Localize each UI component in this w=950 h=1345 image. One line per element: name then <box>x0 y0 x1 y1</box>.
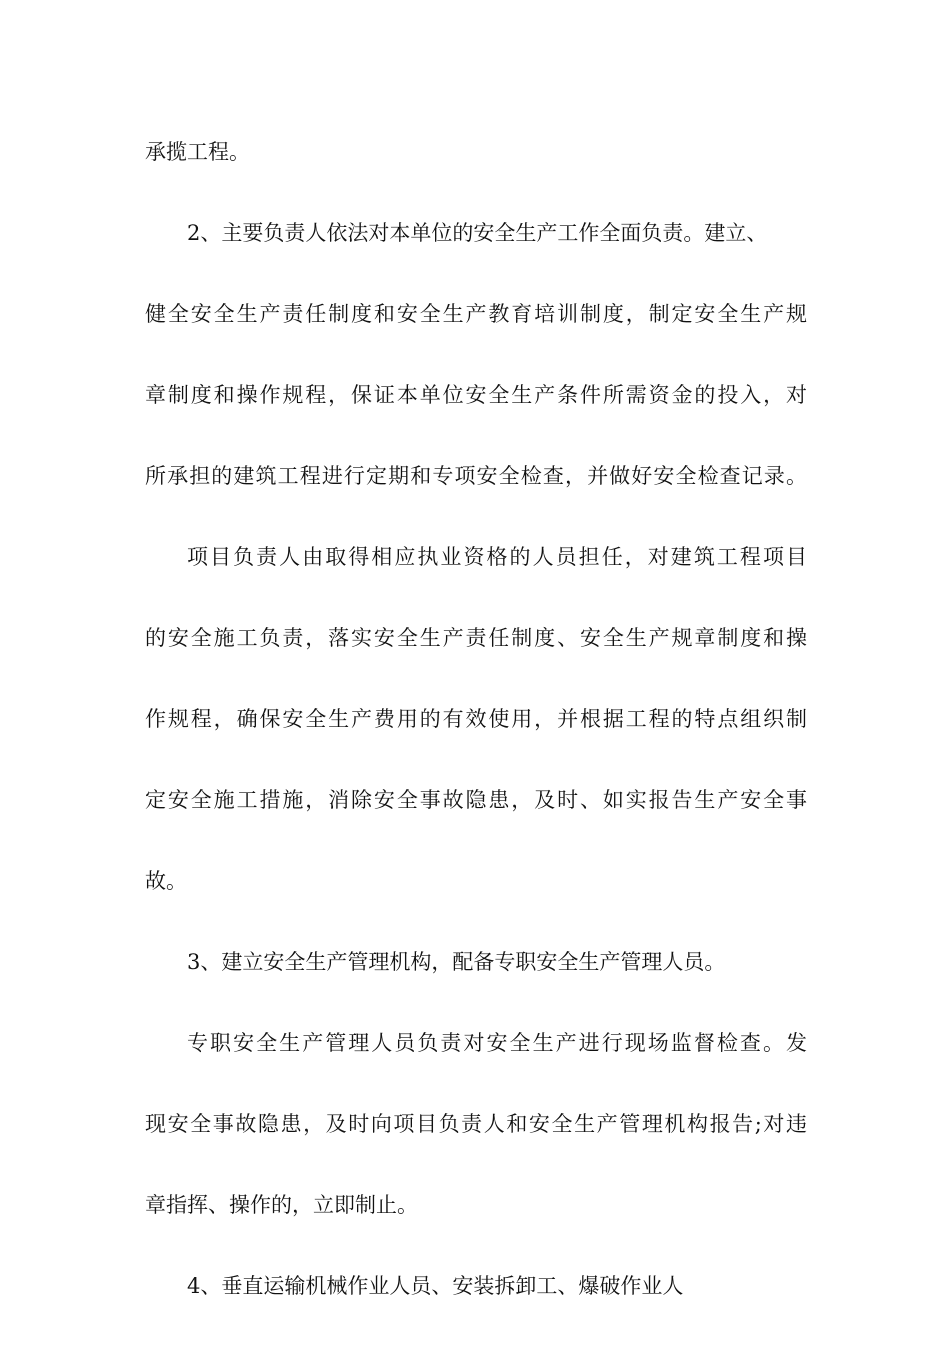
paragraph-line: 2、主要负责人依法对本单位的安全生产工作全面负责。建立、 <box>187 221 768 245</box>
paragraph-line: 承揽工程。 <box>145 140 250 164</box>
paragraph-line: 项目负责人由取得相应执业资格的人员担任，对建筑工程项目 <box>187 545 807 569</box>
paragraph-line: 健全安全生产责任制度和安全生产教育培训制度，制定安全生产规 <box>145 302 807 326</box>
paragraph-line: 所承担的建筑工程进行定期和专项安全检查，并做好安全检查记录。 <box>145 464 807 488</box>
paragraph-line: 专职安全生产管理人员负责对安全生产进行现场监督检查。发 <box>187 1031 807 1055</box>
paragraph-line: 定安全施工措施，消除安全事故隐患，及时、如实报告生产安全事 <box>145 788 807 812</box>
paragraph-line: 章指挥、操作的，立即制止。 <box>145 1193 418 1217</box>
paragraph-line: 3、建立安全生产管理机构，配备专职安全生产管理人员。 <box>187 950 726 974</box>
body-text <box>145 130 807 1345</box>
paragraph-line: 4、垂直运输机械作业人员、安装拆卸工、爆破作业人 <box>187 1274 684 1298</box>
paragraph-line: 现安全事故隐患，及时向项目负责人和安全生产管理机构报告;对违 <box>145 1112 807 1136</box>
paragraph-line: 作规程，确保安全生产费用的有效使用，并根据工程的特点组织制 <box>145 707 807 731</box>
paragraph-line: 的安全施工负责，落实安全生产责任制度、安全生产规章制度和操 <box>145 626 807 650</box>
paragraph-line: 章制度和操作规程，保证本单位安全生产条件所需资金的投入，对 <box>145 383 807 407</box>
paragraph-line: 故。 <box>145 869 187 893</box>
